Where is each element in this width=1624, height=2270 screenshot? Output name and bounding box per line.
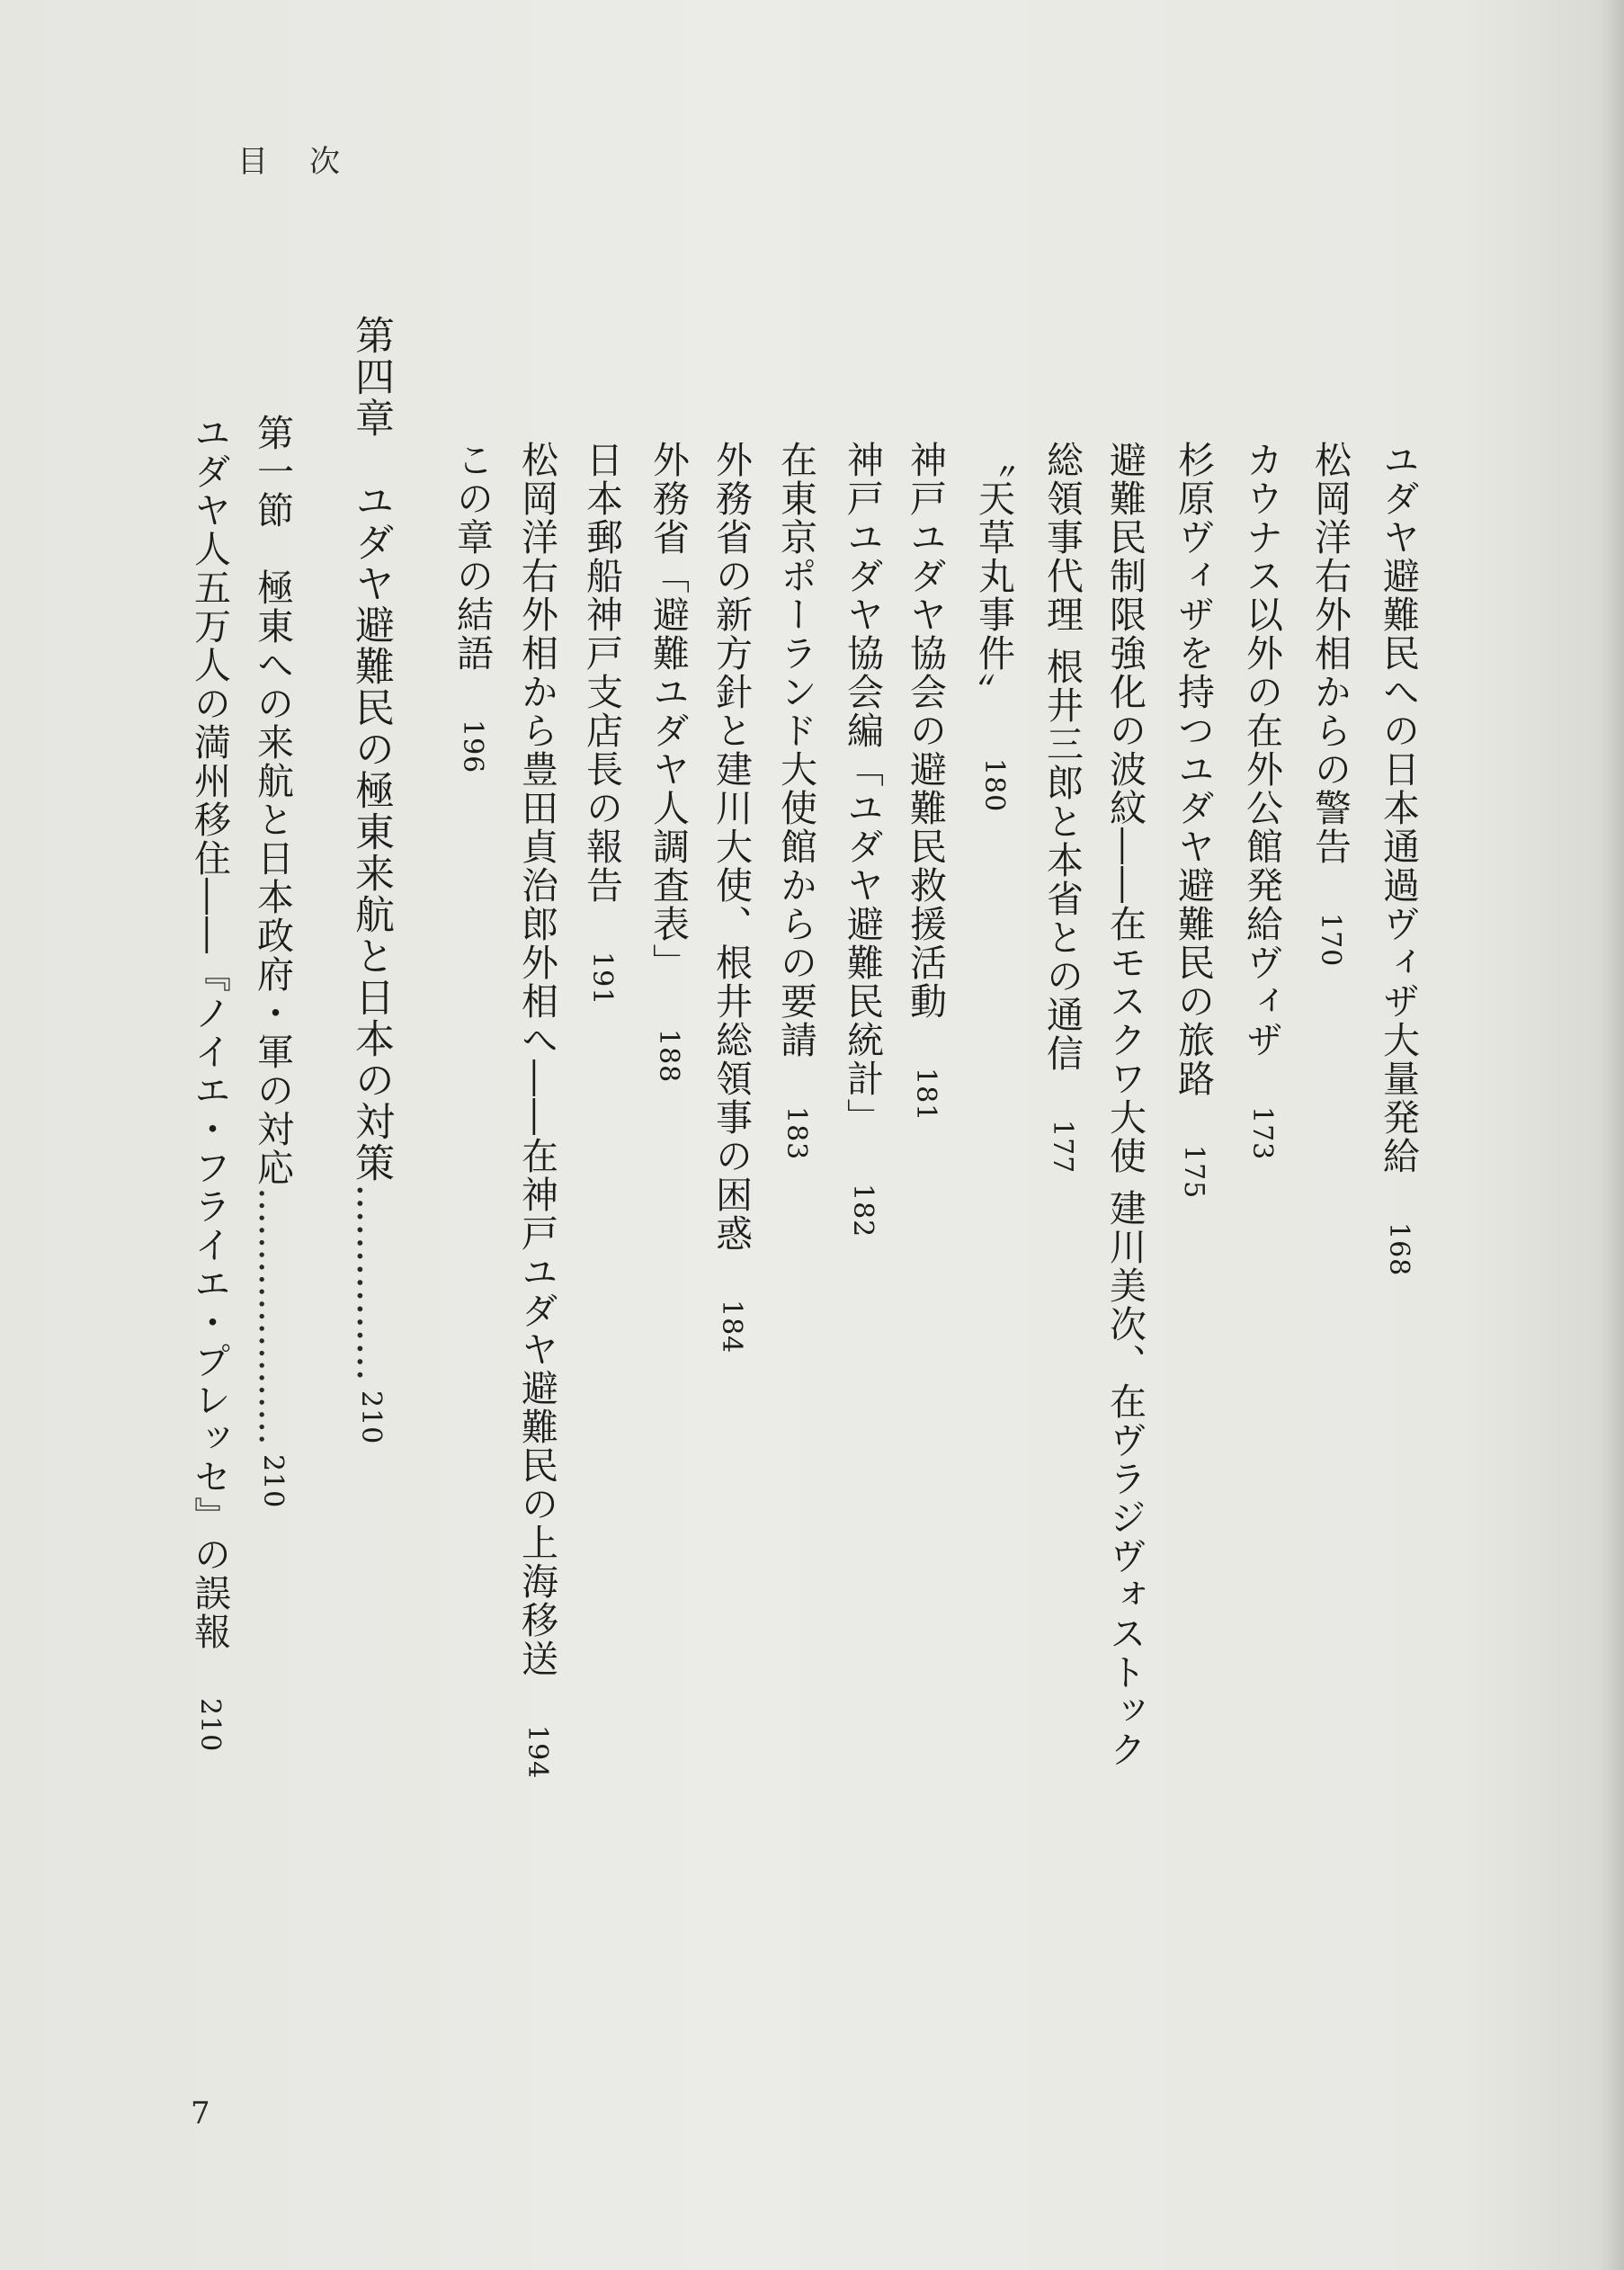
toc-entry <box>515 441 558 2042</box>
toc-entry-page: 194 <box>522 1725 553 1780</box>
toc-entry-page: 177 <box>1047 1120 1078 1175</box>
toc-entry <box>1377 441 1420 2042</box>
toc-entry <box>188 414 231 2015</box>
toc-entry <box>904 441 947 2042</box>
toc-entry <box>1040 441 1084 2042</box>
toc-entry-title: この章の結語 <box>451 441 494 673</box>
toc-entry-title: 〝天草丸事件〟 <box>972 441 1015 711</box>
toc-entry-title: 日本郵船神戸支店長の報告 <box>580 441 623 905</box>
toc-entry <box>709 441 753 2042</box>
toc-entry <box>972 441 1015 2042</box>
toc-entry <box>451 441 494 2042</box>
toc-entry-page: 182 <box>847 1184 879 1238</box>
toc-entry <box>580 441 623 2042</box>
toc-entry-page: 168 <box>1383 1222 1414 1277</box>
toc-entry <box>647 441 690 2042</box>
toc-entry <box>1172 441 1215 2042</box>
toc-entry-title: 神戸ユダヤ協会編「ユダヤ避難民統計」 <box>841 441 884 1137</box>
toc-entry-title: 松岡洋右外相からの警告 <box>1308 441 1352 866</box>
toc-entry-page: 183 <box>781 1106 812 1161</box>
leader-dots: …………… <box>348 1184 394 1381</box>
toc-entry-title: 外務省の新方針と建川大使、根井総領事の困惑 <box>709 441 753 1253</box>
toc-entry-page: 188 <box>653 1029 684 1084</box>
toc-entry-title: ユダヤ人五万人の満州移住――『ノイエ・フライエ・プレッセ』の誤報 <box>188 414 231 1651</box>
toc-entry <box>1103 441 1147 2042</box>
toc-entry-page: 181 <box>910 1068 941 1122</box>
toc-entry-page: 196 <box>457 719 488 774</box>
section-page: 210 <box>257 1454 289 1509</box>
toc-entry-title: カウナス以外の在外公館発給ヴィザ <box>1240 441 1283 1059</box>
page-number: 7 <box>191 2096 210 2131</box>
toc-entry <box>774 441 817 2042</box>
toc-entry-page: 175 <box>1178 1145 1209 1200</box>
section-title: 第一節 極東への来航と日本政府・軍の対応 <box>251 414 294 1187</box>
toc-entry-page: 173 <box>1246 1106 1278 1161</box>
page-edge-shadow <box>1601 0 1624 2270</box>
toc-entry-title: ユダヤ避難民への日本通過ヴィザ大量発給 <box>1377 441 1420 1175</box>
toc-entry <box>1308 441 1352 2042</box>
toc-entry-page: 191 <box>586 952 618 1006</box>
toc-entry-page: 184 <box>716 1300 747 1354</box>
toc-entry <box>1240 441 1283 2042</box>
toc-entry-title: 神戸ユダヤ協会の避難民救援活動 <box>904 441 947 1021</box>
toc-entry-page: 180 <box>978 758 1010 813</box>
toc-entry-page: 170 <box>1315 913 1346 968</box>
toc-entry <box>841 441 884 2042</box>
toc-entry-title: 総領事代理 根井三郎と本省との通信 <box>1040 441 1084 1074</box>
toc-entry-title: 避難民制限強化の波紋――在モスクワ大使 建川美次、在ヴラジヴォストック <box>1103 441 1147 1770</box>
toc-entry-title: 杉原ヴィザを持つユダヤ避難民の旅路 <box>1172 441 1215 1098</box>
page-title: 目次 <box>237 144 381 180</box>
chapter-title: 第四章 ユダヤ避難民の極東来航と日本の対策 <box>348 315 394 1184</box>
toc-entry-page: 210 <box>194 1698 226 1753</box>
toc-entry-title: 外務省「避難ユダヤ人調査表」 <box>647 441 690 982</box>
chapter-page: 210 <box>355 1390 387 1445</box>
toc-entry-title: 在東京ポーランド大使館からの要請 <box>774 441 817 1059</box>
leader-dots: ………………… <box>251 1187 294 1445</box>
chapter-heading <box>348 315 394 1916</box>
section-heading <box>251 414 294 2015</box>
toc-entry-title: 松岡洋右外相から豊田貞治郎外相へ――在神戸ユダヤ避難民の上海移送 <box>515 441 558 1678</box>
